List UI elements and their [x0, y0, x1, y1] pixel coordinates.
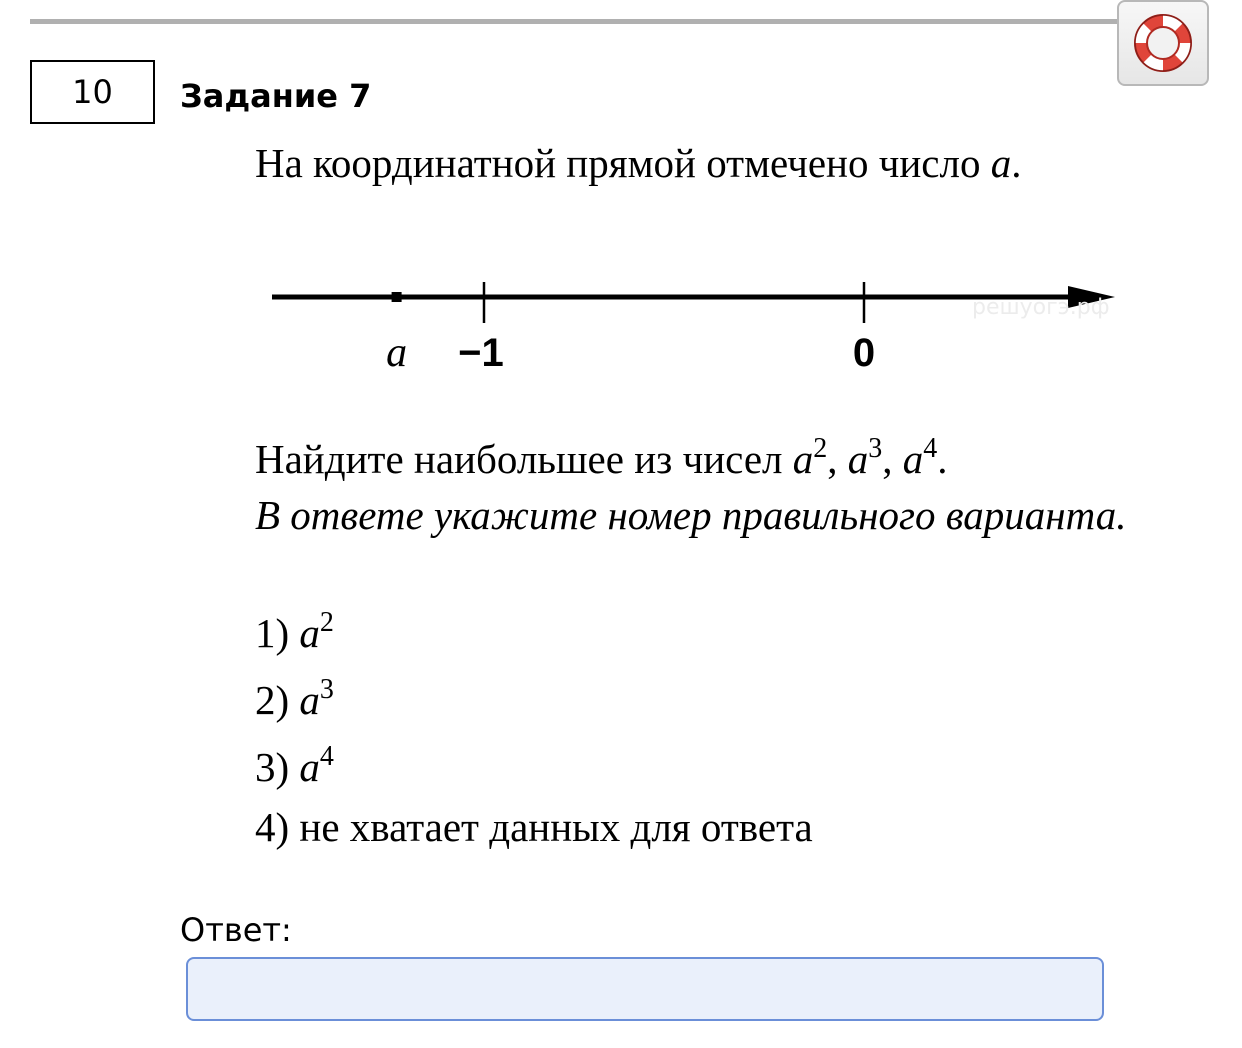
option-1-var: a [299, 610, 320, 656]
help-button[interactable] [1117, 0, 1209, 86]
statement-line-1 [255, 138, 1021, 188]
task-number-box [30, 60, 155, 124]
task-number: 10 [72, 73, 113, 111]
option-3-prefix: 3) [255, 744, 300, 790]
option-1 [255, 608, 334, 658]
answer-input[interactable] [186, 957, 1104, 1021]
option-4: 4) не хватает данных для ответа [255, 804, 813, 850]
power-exp-2: 2 [813, 433, 828, 464]
tick-zero-label: 0 [852, 331, 876, 375]
statement-instruction: В ответе укажите номер правильного варианта. [255, 492, 1127, 538]
option-3-var: a [299, 744, 320, 790]
point-a-label: a [386, 330, 408, 376]
option-2 [255, 675, 334, 725]
option-1-exp: 2 [319, 607, 334, 638]
statement-line-1-end: . [1011, 140, 1022, 186]
lifebuoy-icon [1130, 10, 1196, 76]
top-divider [30, 19, 1120, 24]
option-2-var: a [299, 677, 320, 723]
separator-1: , [827, 436, 848, 482]
power-var-3: a [902, 436, 924, 482]
statement-line-1-var: a [990, 140, 1012, 186]
task-title: Задание 7 [180, 77, 372, 115]
option-2-exp: 3 [319, 674, 334, 705]
option-3 [255, 742, 334, 792]
separator-2: , [882, 436, 903, 482]
number-line-watermark: решуогэ.рф [972, 295, 1110, 320]
option-2-prefix: 2) [255, 677, 300, 723]
number-line-figure [260, 270, 1140, 390]
option-3-exp: 4 [319, 741, 334, 772]
statement-line-2-text: Найдите наибольшее из чисел [255, 436, 793, 482]
option-1-prefix: 1) [255, 610, 300, 656]
power-var-2: a [847, 436, 869, 482]
statement-line-2 [255, 434, 948, 484]
tick-minus-one-label: −1 [458, 331, 504, 375]
answer-label: Ответ: [180, 911, 292, 949]
point-a-marker [392, 292, 402, 302]
power-exp-4: 4 [923, 433, 938, 464]
statement-line-1-text: На координатной прямой отмечено число [255, 140, 991, 186]
power-var-1: a [792, 436, 814, 482]
statement-line-2-end: . [937, 436, 948, 482]
power-exp-3: 3 [868, 433, 883, 464]
